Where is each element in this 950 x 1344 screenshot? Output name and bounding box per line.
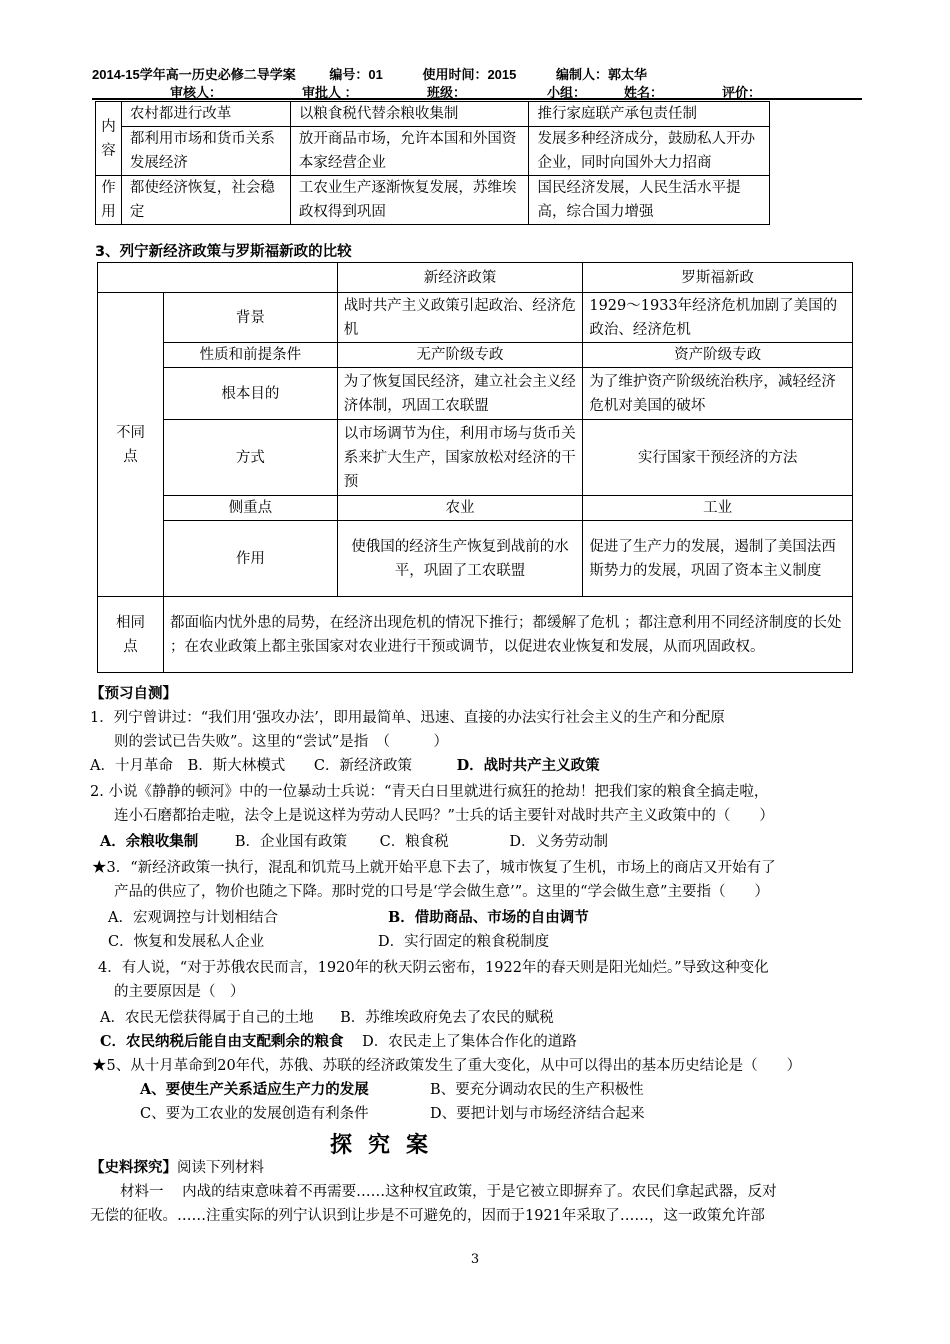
q2-option-b: B．企业国有政策 xyxy=(234,834,348,850)
header-evaluation: 评价： xyxy=(722,85,762,100)
q4-option-b: B．苏维埃政府免去了农民的赋税 xyxy=(340,1010,554,1026)
header-author: 编制人：郭太华 xyxy=(555,67,647,82)
q1-line1: 1．列宁曾讲过：“我们用‘强攻办法’，即用最简单、迅速、直接的办法实行社会主义的生产和分配原 xyxy=(90,710,725,726)
header-title: 2014-15学年高一历史必修二导学案 xyxy=(92,67,296,82)
q3-options-row2 xyxy=(108,930,549,954)
q4-line1: 4．有人说，“对于苏俄农民而言，1920年的秋天阴云密布，1922年的春天则是阳光灿烂。”导致这种变化 xyxy=(98,960,769,976)
inquiry-heading-line xyxy=(90,1156,264,1180)
header-line-1 xyxy=(92,64,862,83)
same-label: 相同点 xyxy=(98,597,164,673)
nep-cell: 使俄国的经济生产恢复到战前的水平，巩固了工农联盟 xyxy=(337,521,583,597)
material-1-line2: 无偿的征收。……注重实际的列宁认识到让步是不可避免的，因而于1921年采取了……，这一政策允许部 xyxy=(90,1208,765,1224)
section-3-title: 3、列宁新经济政策与罗斯福新政的比较 xyxy=(95,244,352,260)
q4-option-a: A．农民无偿获得属于自己的土地 xyxy=(100,1010,314,1026)
table-cell: 发展多种经济成分，鼓励私人开办企业，同时向国外大力招商 xyxy=(529,127,770,176)
q4-option-c: C．农民纳税后能自由支配剩余的粮食 xyxy=(100,1033,344,1050)
q4-options-row1 xyxy=(100,1006,554,1030)
q3-option-b: B．借助商品、市场的自由调节 xyxy=(388,909,589,926)
page-number: 3 xyxy=(470,1252,480,1267)
q4-options-row2 xyxy=(100,1030,577,1054)
q4-line2: 的主要原因是（ ） xyxy=(114,984,245,1000)
header-name: 姓名： xyxy=(624,85,664,100)
inquiry-heading: 【史料探究】 xyxy=(90,1160,177,1176)
table-row xyxy=(96,127,770,176)
q2-option-d: D．义务劳动制 xyxy=(509,834,608,850)
header-date: 使用时间：2015 xyxy=(422,67,517,82)
header-reviewer: 审核人： xyxy=(170,85,223,100)
q3-line2: 产品的供应了，物价也随之下降。那时党的口号是‘学会做生意’”。这里的“学会做生意”主要指（ ） xyxy=(114,884,769,900)
item-cell: 根本目的 xyxy=(163,368,337,420)
nep-cell: 农业 xyxy=(337,496,583,521)
table-cell: 国民经济发展，人民生活水平提高，综合国力增强 xyxy=(529,176,770,225)
fdr-cell: 1929～1933年经济危机加剧了美国的政治、经济危机 xyxy=(583,293,853,343)
table-row xyxy=(98,521,853,597)
header-approver: 审批人 ： xyxy=(302,85,358,100)
fdr-cell: 促进了生产力的发展，遏制了美国法西斯势力的发展，巩固了资本主义制度 xyxy=(583,521,853,597)
table-row xyxy=(96,102,770,127)
q3-line1: ★3．“新经济政策一执行，混乱和饥荒马上就开始平息下去了，城市恢复了生机，市场上的商店又开始有了 xyxy=(92,860,776,876)
nep-cell: 无产阶级专政 xyxy=(337,343,583,368)
q1-options xyxy=(90,754,600,778)
item-cell: 性质和前提条件 xyxy=(163,343,337,368)
material-1-text1: 内战的结束意味着不再需要……这种权宜政策，于是它被立即摒弃了。农民们拿起武器，反对 xyxy=(182,1184,777,1200)
q5-option-c: C、要为工农业的发展创造有利条件 xyxy=(140,1106,369,1122)
fdr-cell: 工业 xyxy=(583,496,853,521)
nep-cell: 为了恢复国民经济，建立社会主义经济体制，巩固工农联盟 xyxy=(337,368,583,420)
q1-option-a: A．十月革命 xyxy=(90,758,173,774)
fdr-cell: 为了维护资产阶级统治秩序，减轻经济危机对美国的破坏 xyxy=(583,368,853,420)
same-text: 都面临内忧外患的局势，在经济出现危机的情况下推行；都缓解了危机 ；都注意利用不同经济制度的长处 ；在农业政策上都主张国家对农业进行干预或调节，以促进农业恢复和发展，从而巩固政权。 xyxy=(163,597,852,673)
q3-options-row1 xyxy=(108,906,589,930)
q2-line2: 连小石磨都抬走啦，法令上是说这样为劳动人民吗？”士兵的话主要针对战时共产主义政策中的（ ） xyxy=(114,808,774,824)
q1-line2: 则的尝试已告失败”。这里的“尝试”是指 （ ） xyxy=(114,734,448,750)
q5-line1: ★5、从十月革命到20年代，苏俄、苏联的经济政策发生了重大变化，从中可以得出的基本历史结论是（ ） xyxy=(92,1058,802,1074)
table-cell: 放开商品市场，允许本国和外国资本家经营企业 xyxy=(290,127,529,176)
table-row xyxy=(98,420,853,496)
header-group: 小组： xyxy=(547,85,587,100)
item-cell: 方式 xyxy=(163,420,337,496)
row-label-effect: 作用 xyxy=(96,176,122,225)
q1-option-c: C．新经济政策 xyxy=(313,758,412,774)
fdr-cell: 资产阶级专政 xyxy=(583,343,853,368)
comparison-table-1 xyxy=(95,101,770,225)
nep-cell: 以市场调节为住，利用市场与货币关系来扩大生产，国家放松对经济的干预 xyxy=(337,420,583,496)
header-nep: 新经济政策 xyxy=(337,263,583,293)
q5-options-row1 xyxy=(140,1078,644,1102)
header-class: 班级： xyxy=(427,85,467,100)
table-row xyxy=(98,597,853,673)
table-row xyxy=(96,176,770,225)
material-1-line1 xyxy=(120,1180,777,1204)
quiz-heading: 【预习自测】 xyxy=(90,686,177,702)
inquiry-title: 探究案 xyxy=(330,1133,445,1158)
comparison-table-2 xyxy=(97,262,853,673)
table-header-row xyxy=(98,263,853,293)
material-1-label: 材料一 xyxy=(120,1184,164,1200)
q5-option-b: B、要充分调动农民的生产积极性 xyxy=(430,1082,644,1098)
table-cell: 工农业生产逐渐恢复发展，苏维埃政权得到巩固 xyxy=(290,176,529,225)
q3-option-a: A．宏观调控与计划相结合 xyxy=(108,910,278,926)
q5-options-row2 xyxy=(140,1102,645,1126)
table-row xyxy=(98,343,853,368)
item-cell: 背景 xyxy=(163,293,337,343)
table-cell: 推行家庭联产承包责任制 xyxy=(529,102,770,127)
q2-option-a: A．余粮收集制 xyxy=(100,833,199,850)
table-row xyxy=(98,293,853,343)
q2-option-c: C．粮食税 xyxy=(379,834,449,850)
q1-option-d: D．战时共产主义政策 xyxy=(456,757,600,774)
nep-cell: 战时共产主义政策引起政治、经济危机 xyxy=(337,293,583,343)
table-row xyxy=(98,368,853,420)
table-cell: 都利用市场和货币关系发展经济 xyxy=(121,127,290,176)
q2-options xyxy=(100,830,608,854)
q5-option-d: D、要把计划与市场经济结合起来 xyxy=(430,1106,645,1122)
q2-line1: 2. 小说《静静的顿河》中的一位暴动士兵说：“青天白日里就进行疯狂的抢劫！把我们家的粮食全搞走啦， xyxy=(90,784,769,800)
table-cell: 以粮食税代替余粮收集制 xyxy=(290,102,529,127)
header-new-deal: 罗斯福新政 xyxy=(583,263,853,293)
table-cell: 农村都进行改革 xyxy=(121,102,290,127)
table-cell: 都使经济恢复，社会稳定 xyxy=(121,176,290,225)
q3-option-d: D．实行固定的粮食税制度 xyxy=(378,934,550,950)
header-number: 编号：01 xyxy=(329,67,383,82)
inquiry-heading-tail: 阅读下列材料 xyxy=(177,1160,264,1176)
q4-option-d: D．农民走上了集体合作化的道路 xyxy=(362,1034,577,1050)
q5-option-a: A、要使生产关系适应生产力的发展 xyxy=(140,1081,369,1098)
row-label-content: 内容 xyxy=(96,102,122,176)
table-row xyxy=(98,496,853,521)
fdr-cell: 实行国家干预经济的方法 xyxy=(583,420,853,496)
q1-option-b: B．斯大林模式 xyxy=(187,758,286,774)
item-cell: 作用 xyxy=(163,521,337,597)
diff-label: 不同点 xyxy=(98,293,164,597)
header-line-2 xyxy=(92,82,862,100)
item-cell: 侧重点 xyxy=(163,496,337,521)
header-empty xyxy=(98,263,338,293)
q3-option-c: C．恢复和发展私人企业 xyxy=(108,934,265,950)
